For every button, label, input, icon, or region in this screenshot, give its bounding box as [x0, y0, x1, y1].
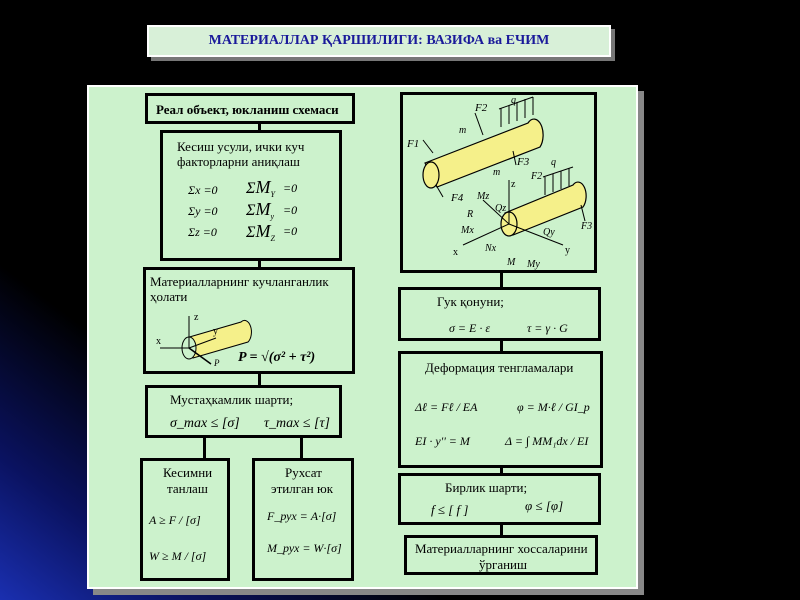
unity-condition-label: Бирлик шарти;: [445, 480, 528, 495]
properties-box: [404, 535, 598, 575]
label-f1: F1: [407, 138, 420, 150]
real-object-box: [145, 93, 355, 124]
mohr-formula: Δ = ∫ MM₁dx / EI: [505, 434, 589, 448]
label-q-top: q: [511, 95, 516, 106]
label-qy: Qy: [543, 227, 555, 238]
phi-formula: φ = M·ℓ / GI_p: [517, 400, 590, 414]
stress-state-label-2: ҳолати: [150, 289, 188, 304]
deformation-label: Деформация тенгламалари: [425, 360, 574, 375]
label-f3-lower: F3: [581, 221, 593, 232]
sum-mz-eq: =0: [283, 224, 298, 238]
section-select-label-2: танлаш: [167, 481, 208, 496]
section-select-box: [140, 458, 230, 581]
slide-title-text: МАТЕРИАЛЛАР ҚАРШИЛИГИ: ВАЗИФА ва ЕЧИМ: [208, 33, 550, 48]
strength-condition-box: [145, 385, 342, 438]
stress-state-box: [143, 267, 355, 374]
moment-allowed-formula: M_рух = W·[σ]: [267, 541, 342, 555]
real-object-label: Реал объект, юкланиш схемаси: [156, 102, 339, 117]
tau-condition: τ_max ≤ [τ]: [264, 416, 330, 431]
label-f2: F2: [475, 102, 488, 114]
label-mz: Mz: [477, 191, 490, 202]
properties-label-2: ўрганиш: [479, 557, 528, 572]
sum-mx-eq: =0: [283, 181, 298, 195]
hooke-law-label: Гук қонуни;: [437, 294, 504, 309]
sum-x-eq: Σx =0: [188, 183, 218, 197]
beam-diagram-box: [400, 92, 597, 273]
sigma-condition: σ_max ≤ [σ]: [170, 416, 240, 431]
label-f4: F4: [451, 192, 464, 204]
stress-p-formula: P = √(σ² + τ²): [238, 350, 316, 365]
sum-my-eq: =0: [283, 203, 298, 217]
sum-y-eq: Σy =0: [188, 204, 218, 218]
unity-condition-box: [398, 473, 601, 525]
properties-label-1: Материалларнинг хоссаларини: [415, 541, 588, 556]
hooke-sigma-formula: σ = E · ε: [449, 321, 491, 335]
label-m-bar: M: [507, 257, 516, 268]
delta-l-formula: Δℓ = Fℓ / EA: [415, 400, 478, 414]
label-m: m: [459, 125, 467, 136]
beam-load-diagram: [403, 95, 594, 270]
label-q-bottom: q: [551, 157, 556, 168]
sum-mz-symbol: $\Sigma M_Z$: [246, 221, 275, 244]
allowed-load-box: [252, 458, 354, 581]
deformation-box: [398, 351, 603, 468]
label-m-lower: m: [493, 167, 501, 178]
force-p-label: P: [214, 358, 220, 368]
label-qz: Qz: [495, 203, 507, 214]
strength-condition-label: Мустаҳкамлик шарти;: [170, 392, 294, 407]
section-method-box: [160, 130, 342, 261]
label-x: x: [453, 247, 458, 258]
allowed-load-label-2: этилган юк: [271, 481, 334, 496]
sum-mx-symbol: $\Sigma M_Y$: [246, 177, 275, 200]
axis-x-label: x: [156, 336, 161, 347]
label-mx: Mx: [461, 225, 474, 236]
section-method-label-2: факторларни аниқлаш: [177, 154, 300, 169]
section-select-label-1: Кесимни: [163, 465, 213, 480]
label-nx: Nx: [485, 243, 497, 254]
allowed-load-label-1: Рухсат: [285, 465, 322, 480]
label-f3: F3: [517, 156, 530, 168]
label-z: z: [511, 179, 516, 190]
sum-z-eq: Σz =0: [188, 225, 217, 239]
axis-y-label: y: [213, 326, 218, 337]
hooke-tau-formula: τ = γ · G: [527, 321, 568, 335]
slide-title: [147, 25, 611, 57]
area-formula: A ≥ F / [σ]: [149, 513, 201, 527]
section-method-label-1: Кесиш усули, ички куч: [177, 139, 305, 154]
hooke-law-box: [398, 287, 601, 341]
label-my: My: [527, 259, 540, 270]
connector-line: [203, 437, 206, 459]
label-r: R: [467, 209, 474, 220]
connector-line: [300, 437, 303, 459]
force-allowed-formula: F_рух = A·[σ]: [267, 509, 337, 523]
sum-my-symbol: $\Sigma M_y$: [246, 199, 275, 222]
connector-line: [500, 272, 503, 288]
f-condition: f ≤ [ f ]: [431, 502, 469, 517]
phi-condition: φ ≤ [φ]: [525, 498, 564, 513]
stress-state-label-1: Материалларнинг кучланганлик: [150, 274, 329, 289]
label-y: y: [565, 245, 570, 256]
beam-equation: EI · y'' = M: [415, 434, 470, 448]
modulus-formula: W ≥ M / [σ]: [149, 549, 207, 563]
axis-z-label: z: [194, 312, 199, 323]
label-f2-lower: F2: [531, 171, 543, 182]
